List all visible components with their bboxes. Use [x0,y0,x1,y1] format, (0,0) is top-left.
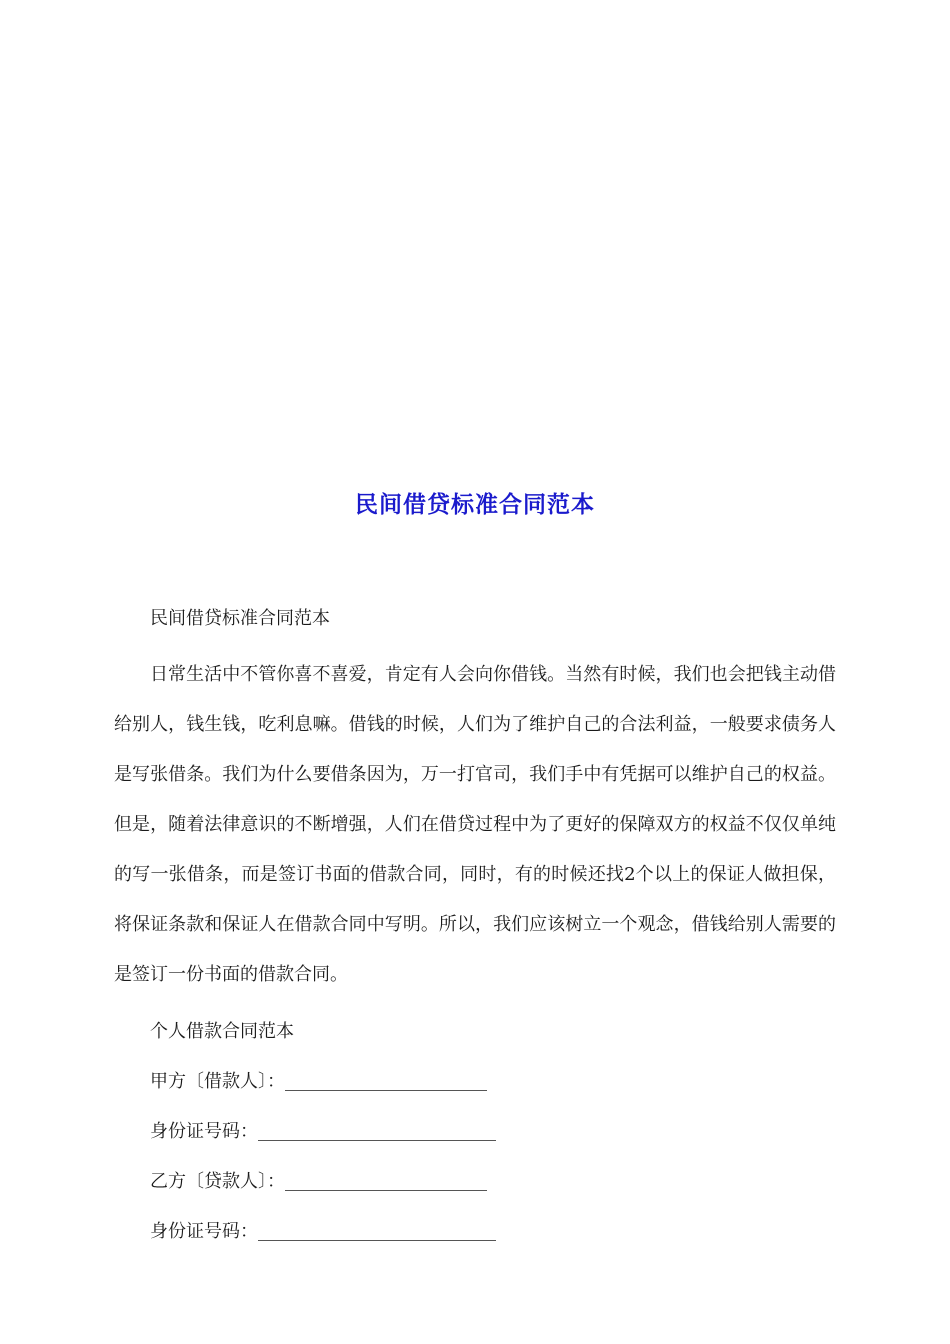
document-body [114,600,836,1263]
borrower-field [150,1063,836,1100]
lender-id-label: 身份证号码： [150,1221,258,1242]
subtitle-line: 民间借贷标准合同范本 [150,608,330,629]
borrower-label: 甲方〔借款人〕： [150,1071,285,1092]
lender-id-field [150,1213,836,1250]
lender-id-blank [258,1218,496,1241]
borrower-id-blank [258,1118,496,1141]
borrower-id-field [150,1113,836,1150]
section-heading: 个人借款合同范本 [150,1021,294,1042]
document-title: 民间借贷标准合同范本 [355,491,595,518]
borrower-blank [285,1068,487,1091]
lender-field [150,1163,836,1200]
intro-paragraph: 日常生活中不管你喜不喜爱，肯定有人会向你借钱。当然有时候，我们也会把钱主动借给别人，钱生钱，吃利息嘛。借钱的时候，人们为了维护自己的合法利益，一般要求债务人是写张借条。我们为什么要借条因为，万一打官司，我们手中有凭据可以维护自己的权益。但是，随着法律意识的不断增强，人们在借贷过程中为了更好的保障双方的权益不仅仅单纯的写一张借条，而是签订书面的借款合同，同时，有的时候还找2个以上的保证人做担保，将保证条款和保证人在借款合同中写明。所以，我们应该树立一个观念，借钱给别人需要的是签订一份书面的借款合同。 [114,664,836,985]
lender-blank [285,1168,487,1191]
lender-label: 乙方〔贷款人〕： [150,1171,285,1192]
borrower-id-label: 身份证号码： [150,1121,258,1142]
